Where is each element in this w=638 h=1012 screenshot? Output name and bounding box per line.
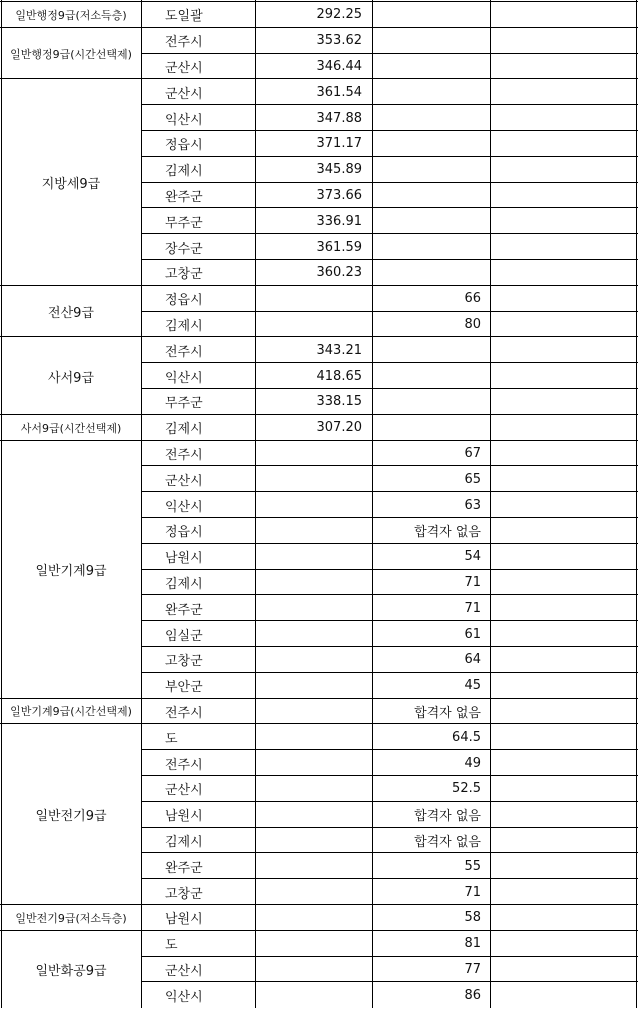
region-cell: 전주시 xyxy=(165,757,203,773)
count-cell xyxy=(372,157,490,183)
score-cell xyxy=(255,312,372,338)
region-cell: 남원시 xyxy=(165,912,203,928)
empty-cell xyxy=(490,776,637,802)
empty-cell xyxy=(490,131,637,157)
score-cell: 353.62 xyxy=(316,33,362,49)
empty-cell xyxy=(490,389,637,415)
count-cell: 67 xyxy=(464,445,481,461)
empty-cell xyxy=(490,312,637,338)
empty-cell xyxy=(490,441,637,467)
category-cell: 사서9급 xyxy=(48,370,94,386)
empty-cell xyxy=(490,183,637,209)
score-cell xyxy=(255,905,372,931)
empty-cell xyxy=(490,415,637,441)
empty-cell xyxy=(490,363,637,389)
score-cell xyxy=(255,724,372,750)
region-cell: 임실군 xyxy=(165,628,203,644)
empty-cell xyxy=(490,466,637,492)
empty-cell xyxy=(490,724,637,750)
region-cell: 고창군 xyxy=(165,267,203,283)
score-cell: 343.21 xyxy=(316,342,362,358)
score-cell: 338.15 xyxy=(316,394,362,410)
count-cell xyxy=(372,260,490,286)
empty-cell xyxy=(490,673,637,699)
count-cell: 77 xyxy=(464,961,481,977)
count-cell: 71 xyxy=(464,600,481,616)
empty-cell xyxy=(490,828,637,854)
score-cell xyxy=(255,699,372,725)
score-cell xyxy=(255,441,372,467)
region-cell: 군산시 xyxy=(165,963,203,979)
region-cell: 익산시 xyxy=(165,989,203,1005)
empty-cell xyxy=(490,234,637,260)
region-cell: 정읍시 xyxy=(165,138,203,154)
count-cell xyxy=(372,208,490,234)
score-cell: 361.54 xyxy=(316,84,362,100)
empty-cell xyxy=(490,260,637,286)
region-cell: 완주군 xyxy=(165,602,203,618)
score-cell xyxy=(255,518,372,544)
region-cell: 군산시 xyxy=(165,60,203,76)
region-cell: 김제시 xyxy=(165,422,203,438)
region-cell: 정읍시 xyxy=(165,525,203,541)
empty-cell xyxy=(490,544,637,570)
count-cell: 49 xyxy=(464,755,481,771)
score-cell: 345.89 xyxy=(316,162,362,178)
count-cell: 55 xyxy=(464,858,481,874)
score-cell xyxy=(255,879,372,905)
empty-cell xyxy=(490,750,637,776)
empty-cell xyxy=(490,28,637,54)
score-cell xyxy=(255,750,372,776)
score-cell: 307.20 xyxy=(316,420,362,436)
score-cell xyxy=(255,544,372,570)
count-cell xyxy=(372,363,490,389)
empty-cell xyxy=(490,157,637,183)
count-cell: 71 xyxy=(464,574,481,590)
score-cell: 361.59 xyxy=(316,239,362,255)
empty-cell xyxy=(490,802,637,828)
empty-cell xyxy=(490,570,637,596)
count-cell xyxy=(372,105,490,131)
region-cell: 전주시 xyxy=(165,705,203,721)
count-cell: 64 xyxy=(464,652,481,668)
score-cell: 336.91 xyxy=(316,213,362,229)
count-cell: 63 xyxy=(464,497,481,513)
score-cell xyxy=(255,286,372,312)
empty-cell xyxy=(490,595,637,621)
empty-cell xyxy=(490,853,637,879)
empty-cell xyxy=(490,492,637,518)
region-cell: 전주시 xyxy=(165,447,203,463)
region-cell: 완주군 xyxy=(165,189,203,205)
category-cell: 일반화공9급 xyxy=(35,963,107,979)
empty-cell xyxy=(490,931,637,957)
score-cell: 418.65 xyxy=(316,368,362,384)
count-cell: 80 xyxy=(464,316,481,332)
count-cell: 합격자 없음 xyxy=(414,834,481,850)
region-cell: 김제시 xyxy=(165,576,203,592)
count-cell: 81 xyxy=(464,936,481,952)
count-cell: 45 xyxy=(464,678,481,694)
empty-cell xyxy=(490,286,637,312)
region-cell: 군산시 xyxy=(165,473,203,489)
region-cell: 익산시 xyxy=(165,112,203,128)
score-cell xyxy=(255,570,372,596)
count-cell xyxy=(372,337,490,363)
score-cell xyxy=(255,931,372,957)
region-cell: 도 xyxy=(165,938,178,954)
empty-cell xyxy=(490,54,637,80)
region-cell: 익산시 xyxy=(165,499,203,515)
score-cell xyxy=(255,828,372,854)
region-cell: 전주시 xyxy=(165,344,203,360)
region-cell: 남원시 xyxy=(165,809,203,825)
region-cell: 무주군 xyxy=(165,396,203,412)
score-cell xyxy=(255,621,372,647)
count-cell xyxy=(372,2,490,28)
region-cell: 도일괄 xyxy=(165,9,203,25)
empty-cell xyxy=(490,208,637,234)
region-cell: 김제시 xyxy=(165,164,203,180)
empty-cell xyxy=(490,518,637,544)
score-cell xyxy=(255,595,372,621)
score-cell xyxy=(255,776,372,802)
category-cell: 사서9급(시간선택제) xyxy=(20,421,122,435)
count-cell xyxy=(372,183,490,209)
region-cell: 무주군 xyxy=(165,215,203,231)
empty-cell xyxy=(490,957,637,983)
score-cell xyxy=(255,957,372,983)
region-cell: 김제시 xyxy=(165,834,203,850)
region-cell: 부안군 xyxy=(165,680,203,696)
category-cell: 일반기계9급 xyxy=(35,564,107,580)
count-cell xyxy=(372,234,490,260)
region-cell: 정읍시 xyxy=(165,293,203,309)
category-cell: 일반기계9급(시간선택제) xyxy=(10,705,132,719)
empty-cell xyxy=(490,699,637,725)
score-cell xyxy=(255,466,372,492)
score-cell: 371.17 xyxy=(316,136,362,152)
region-cell: 군산시 xyxy=(165,783,203,799)
score-cell xyxy=(255,853,372,879)
empty-cell xyxy=(490,337,637,363)
region-cell: 완주군 xyxy=(165,860,203,876)
region-cell: 남원시 xyxy=(165,551,203,567)
empty-cell xyxy=(490,79,637,105)
category-cell: 지방세9급 xyxy=(41,177,101,193)
count-cell: 64.5 xyxy=(452,729,481,745)
score-cell: 346.44 xyxy=(316,58,362,74)
score-cell xyxy=(255,982,372,1008)
count-cell xyxy=(372,28,490,54)
count-cell: 합격자 없음 xyxy=(414,809,481,825)
category-cell: 전산9급 xyxy=(48,306,94,322)
score-cell: 373.66 xyxy=(316,187,362,203)
score-cell: 292.25 xyxy=(316,7,362,23)
count-cell: 54 xyxy=(464,549,481,565)
count-cell: 52.5 xyxy=(452,781,481,797)
count-cell xyxy=(372,415,490,441)
region-cell: 전주시 xyxy=(165,35,203,51)
count-cell: 86 xyxy=(464,987,481,1003)
empty-cell xyxy=(490,105,637,131)
empty-cell xyxy=(490,647,637,673)
count-cell: 합격자 없음 xyxy=(414,525,481,541)
region-cell: 고창군 xyxy=(165,654,203,670)
count-cell: 66 xyxy=(464,291,481,307)
region-cell: 고창군 xyxy=(165,886,203,902)
empty-cell xyxy=(490,879,637,905)
score-cell xyxy=(255,802,372,828)
count-cell xyxy=(372,79,490,105)
count-cell: 65 xyxy=(464,471,481,487)
category-cell: 일반전기9급 xyxy=(35,809,107,825)
count-cell: 61 xyxy=(464,626,481,642)
empty-cell xyxy=(490,2,637,28)
score-cell xyxy=(255,492,372,518)
category-cell: 일반행정9급(저소득층) xyxy=(15,8,127,22)
count-cell: 58 xyxy=(464,910,481,926)
region-cell: 김제시 xyxy=(165,318,203,334)
score-cell: 360.23 xyxy=(316,265,362,281)
category-cell: 일반전기9급(저소득층) xyxy=(15,911,127,925)
count-cell xyxy=(372,54,490,80)
category-cell: 일반행정9급(시간선택제) xyxy=(10,47,132,61)
score-cell xyxy=(255,647,372,673)
count-cell xyxy=(372,389,490,415)
empty-cell xyxy=(490,982,637,1008)
region-cell: 장수군 xyxy=(165,241,203,257)
empty-cell xyxy=(490,621,637,647)
empty-cell xyxy=(490,905,637,931)
region-cell: 도 xyxy=(165,731,178,747)
count-cell: 71 xyxy=(464,884,481,900)
count-cell: 합격자 없음 xyxy=(414,705,481,721)
score-cell: 347.88 xyxy=(316,110,362,126)
region-cell: 군산시 xyxy=(165,86,203,102)
region-cell: 익산시 xyxy=(165,370,203,386)
score-cell xyxy=(255,673,372,699)
count-cell xyxy=(372,131,490,157)
